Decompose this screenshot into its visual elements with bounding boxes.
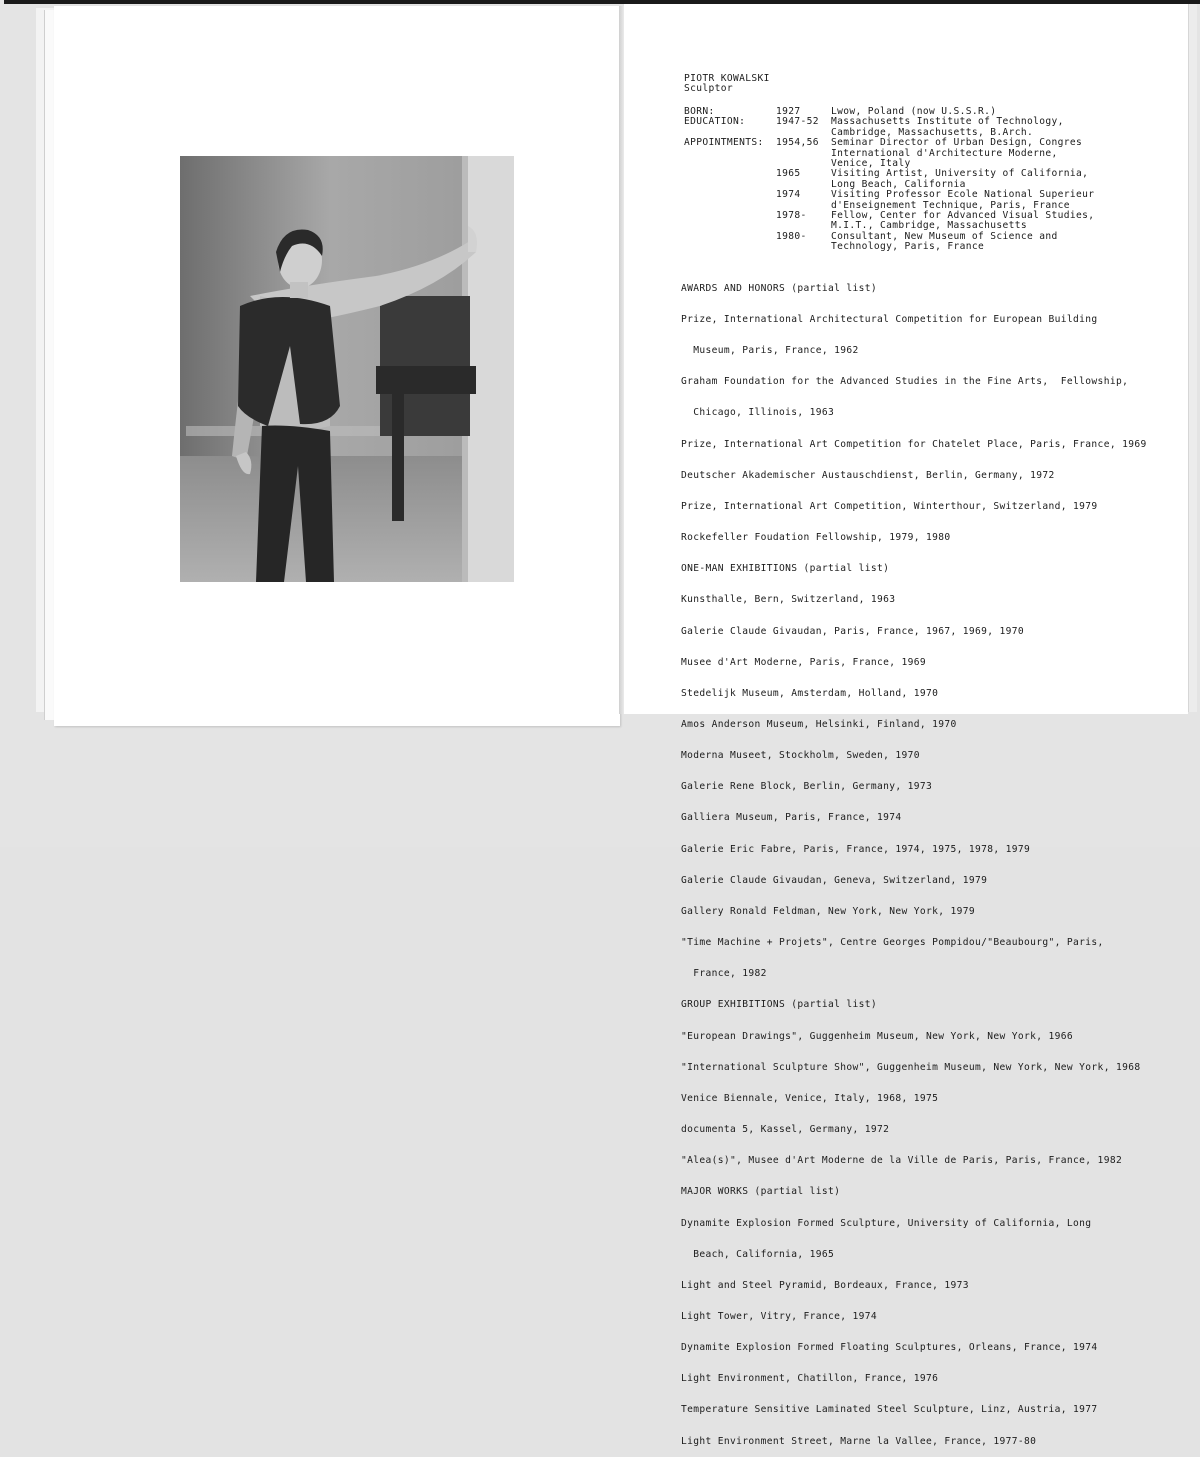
bio-detail-education-1: Massachusetts Institute of Technology,	[831, 116, 1064, 128]
list-item: Galerie Claude Givaudan, Geneva, Switzerland, 1979	[681, 874, 988, 886]
list-item: Museum, Paris, France, 1962	[681, 345, 859, 357]
artist-role: Sculptor	[684, 83, 734, 95]
bio-detail-appointment-1c: Venice, Italy	[831, 158, 911, 169]
list-item: Light Environment, Chatillon, France, 1976	[681, 1373, 939, 1385]
bio-detail-education-2: Cambridge, Massachusetts, B.Arch.	[831, 126, 1034, 138]
bio-detail-appointment-2a: Visiting Artist, University of California,	[831, 168, 1089, 180]
bio-year-appointment-3: 1974	[776, 189, 801, 201]
list-item: "European Drawings", Guggenheim Museum, New York, New York, 1966	[681, 1030, 1074, 1042]
bio-detail-appointment-4a: Fellow, Center for Advanced Visual Studies,	[831, 210, 1095, 221]
list-item: "International Sculpture Show", Guggenheim Museum, New York, New York, 1968	[681, 1061, 1141, 1073]
list-item: Rockefeller Foudation Fellowship, 1979, 1980	[681, 532, 951, 544]
list-item: Temperature Sensitive Laminated Steel Sculpture, Linz, Austria, 1977	[681, 1404, 1098, 1416]
list-item: Galerie Eric Fabre, Paris, France, 1974, 1975, 1978, 1979	[681, 843, 1031, 855]
bio-year-born: 1927	[776, 106, 801, 117]
list-item: "Alea(s)", Musee d'Art Moderne de la Ville de Paris, Paris, France, 1982	[681, 1155, 1123, 1167]
section-heading-group-exhibitions: GROUP EXHIBITIONS (partial list)	[681, 999, 878, 1011]
bio-label-education: EDUCATION:	[684, 116, 746, 128]
list-item: Light and Steel Pyramid, Bordeaux, France, 1973	[681, 1279, 969, 1291]
bio-year-appointment-5: 1980-	[776, 230, 807, 242]
section-heading-awards: AWARDS AND HONORS (partial list)	[681, 282, 878, 294]
list-item: Galerie Claude Givaudan, Paris, France, 1967, 1969, 1970	[681, 625, 1025, 637]
portrait-image	[180, 156, 514, 582]
bio-year-appointment-4: 1978-	[776, 210, 807, 221]
cv-list	[681, 263, 1147, 1457]
bio-detail-appointment-1b: International d'Architecture Moderne,	[831, 147, 1058, 159]
list-item: Prize, International Architectural Competition for European Building	[681, 313, 1098, 325]
artist-header	[684, 74, 770, 95]
list-item: Venice Biennale, Venice, Italy, 1968, 1975	[681, 1092, 939, 1104]
list-item: Deutscher Akademischer Austauschdienst, Berlin, Germany, 1972	[681, 469, 1055, 481]
list-item: Light Environment Street, Marne la Vallee, France, 1977-80	[681, 1435, 1037, 1447]
bio-label-appointments: APPOINTMENTS:	[684, 137, 764, 149]
bio-detail-appointment-2b: Long Beach, California	[831, 178, 966, 190]
list-item: Musee d'Art Moderne, Paris, France, 1969	[681, 656, 927, 668]
bio-year-appointment-2: 1965	[776, 168, 801, 180]
list-item: Chicago, Illinois, 1963	[681, 407, 835, 419]
list-item: Prize, International Art Competition for Chatelet Place, Paris, France, 1969	[681, 438, 1147, 450]
bio-year-appointment-1: 1954,56	[776, 137, 819, 149]
bio-detail-appointment-4b: M.I.T., Cambridge, Massachusetts	[831, 220, 1028, 232]
page-stack-right	[1188, 4, 1197, 712]
bio-detail-appointment-3a: Visiting Professor Ecole National Superieur	[831, 189, 1095, 201]
bio-detail-appointment-5b: Technology, Paris, France	[831, 241, 985, 253]
list-item: Prize, International Art Competition, Winterthour, Switzerland, 1979	[681, 500, 1098, 512]
list-item: Beach, California, 1965	[681, 1248, 835, 1260]
bio-detail-born: Lwow, Poland (now U.S.S.R.)	[831, 106, 997, 117]
list-item: Galliera Museum, Paris, France, 1974	[681, 812, 902, 824]
bio-detail-appointment-5a: Consultant, New Museum of Science and	[831, 230, 1058, 242]
list-item: Gallery Ronald Feldman, New York, New York, 1979	[681, 905, 976, 917]
list-item: Kunsthalle, Bern, Switzerland, 1963	[681, 594, 896, 606]
list-item: Dynamite Explosion Formed Sculpture, University of California, Long	[681, 1217, 1092, 1229]
list-item: Graham Foundation for the Advanced Studies in the Fine Arts, Fellowship,	[681, 376, 1129, 388]
section-heading-one-man-exhibitions: ONE-MAN EXHIBITIONS (partial list)	[681, 563, 890, 575]
list-item: France, 1982	[681, 968, 767, 980]
bio-year-education: 1947-52	[776, 116, 819, 128]
bio-label-born: BORN:	[684, 106, 715, 117]
bio-detail-appointment-3b: d'Enseignement Technique, Paris, France	[831, 199, 1070, 211]
list-item: Dynamite Explosion Formed Floating Sculptures, Orleans, France, 1974	[681, 1342, 1098, 1354]
list-item: Stedelijk Museum, Amsterdam, Holland, 1970	[681, 687, 939, 699]
list-item: Amos Anderson Museum, Helsinki, Finland, 1970	[681, 719, 957, 730]
artist-name: PIOTR KOWALSKI	[684, 73, 770, 84]
list-item: Light Tower, Vitry, France, 1974	[681, 1310, 878, 1322]
section-heading-major-works: MAJOR WORKS (partial list)	[681, 1186, 841, 1198]
artist-portrait-photo	[180, 156, 514, 582]
list-item: Moderna Museet, Stockholm, Sweden, 1970	[681, 750, 920, 762]
list-item: documenta 5, Kassel, Germany, 1972	[681, 1124, 890, 1136]
list-item: "Time Machine + Projets", Centre Georges Pompidou/"Beaubourg", Paris,	[681, 937, 1104, 949]
bio-detail-appointment-1a: Seminar Director of Urban Design, Congres	[831, 137, 1083, 149]
list-item: Galerie Rene Block, Berlin, Germany, 1973	[681, 781, 933, 793]
